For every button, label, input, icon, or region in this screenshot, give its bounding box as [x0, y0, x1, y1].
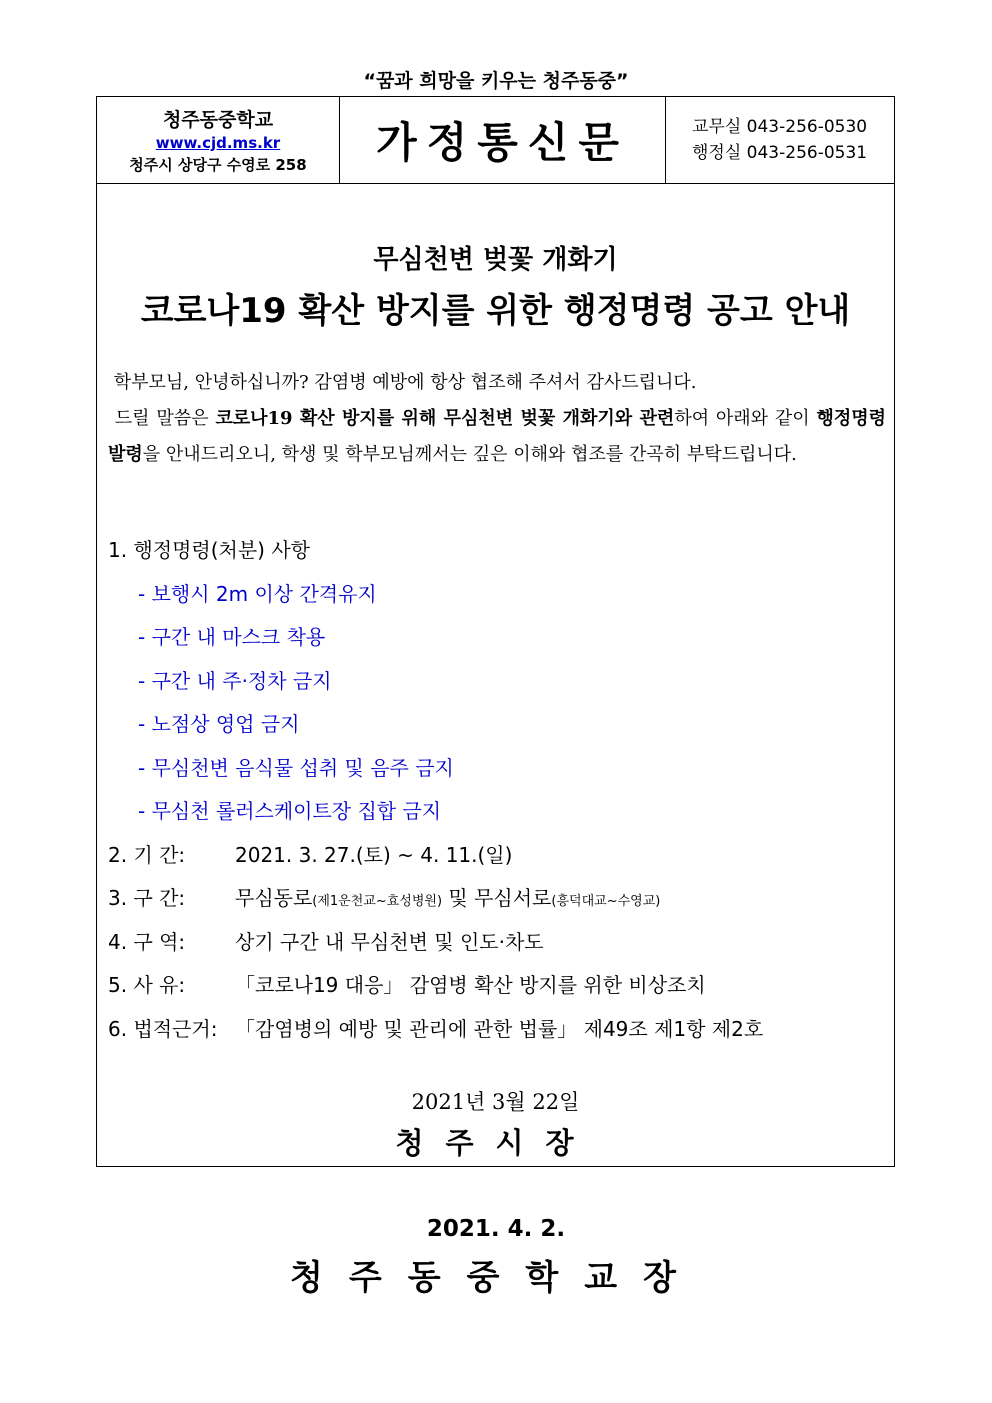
newsletter-header: [96, 96, 895, 184]
notice-signer: 청주시장: [395, 1126, 596, 1160]
order-item: - 구간 내 마스크 착용: [138, 625, 326, 649]
detail-area: 4. 구 역: 상기 구간 내 무심천변 및 인도·차도: [108, 929, 544, 954]
school-address: 청주시 상당구 수영로 258: [129, 156, 307, 174]
school-motto: “꿈과 희망을 키우는 청주동중”: [363, 70, 629, 92]
notice-title: 코로나19 확산 방지를 위한 행정명령 공고 안내: [140, 291, 851, 331]
item-1-label: 1. 행정명령(처분) 사항: [108, 538, 310, 562]
order-item: - 보행시 2m 이상 간격유지: [138, 581, 377, 606]
intro-request: 드릴 말씀은 코로나19 확산 방지를 위해 무심천변 벚꽃 개화기와 관련하여 아래와 같이 행정명령 발령을 안내드리오니, 학생 및 학부모님께서는 깊은 이해와 협조를 간곡히 부탁드립니다.: [108, 408, 886, 465]
contact-admin: 행정실 043-256-0531: [692, 143, 868, 163]
notice-date: 2021년 3월 22일: [411, 1090, 580, 1114]
detail-reason: 5. 사 유: 「코로나19 대응」 감염병 확산 방지를 위한 비상조치: [108, 973, 706, 997]
order-item: - 노점상 영업 금지: [138, 712, 300, 736]
detail-legal-basis: 6. 법적근거: 「감염병의 예방 및 관리에 관한 법률」 제49조 제1항 제2호: [108, 1016, 764, 1041]
intro-greeting: 학부모님, 안녕하십니까? 감염병 예방에 항상 협조해 주셔서 감사드립니다.: [113, 372, 697, 393]
notice-items: [108, 529, 886, 1051]
school-name: 청주동중학교: [162, 109, 274, 131]
school-url-link[interactable]: www.cjd.ms.kr: [155, 134, 281, 152]
order-item: - 무심천 롤러스케이트장 집합 금지: [138, 799, 442, 823]
notice-subtitle: 무심천변 벚꽃 개화기: [373, 245, 618, 275]
order-item: - 무심천변 음식물 섭취 및 음주 금지: [138, 755, 454, 780]
newsletter-title: 가정통신문: [340, 97, 666, 183]
school-info: [97, 97, 340, 183]
footer-date: 2021. 4. 2.: [426, 1216, 566, 1242]
contact-info: [666, 97, 894, 183]
notice-body: [96, 183, 895, 1167]
detail-section: 3. 구 간: 무심동로(제1운천교~효성병원) 및 무심서로(흥덕대교~수영교): [108, 886, 661, 910]
footer-signer: 청주동중학교장: [290, 1258, 702, 1298]
intro-text: [108, 365, 886, 473]
order-item: - 구간 내 주·정차 금지: [138, 668, 332, 693]
detail-period: 2. 기 간: 2021. 3. 27.(토) ~ 4. 11.(일): [108, 842, 513, 867]
contact-office: 교무실 043-256-0530: [692, 117, 868, 137]
